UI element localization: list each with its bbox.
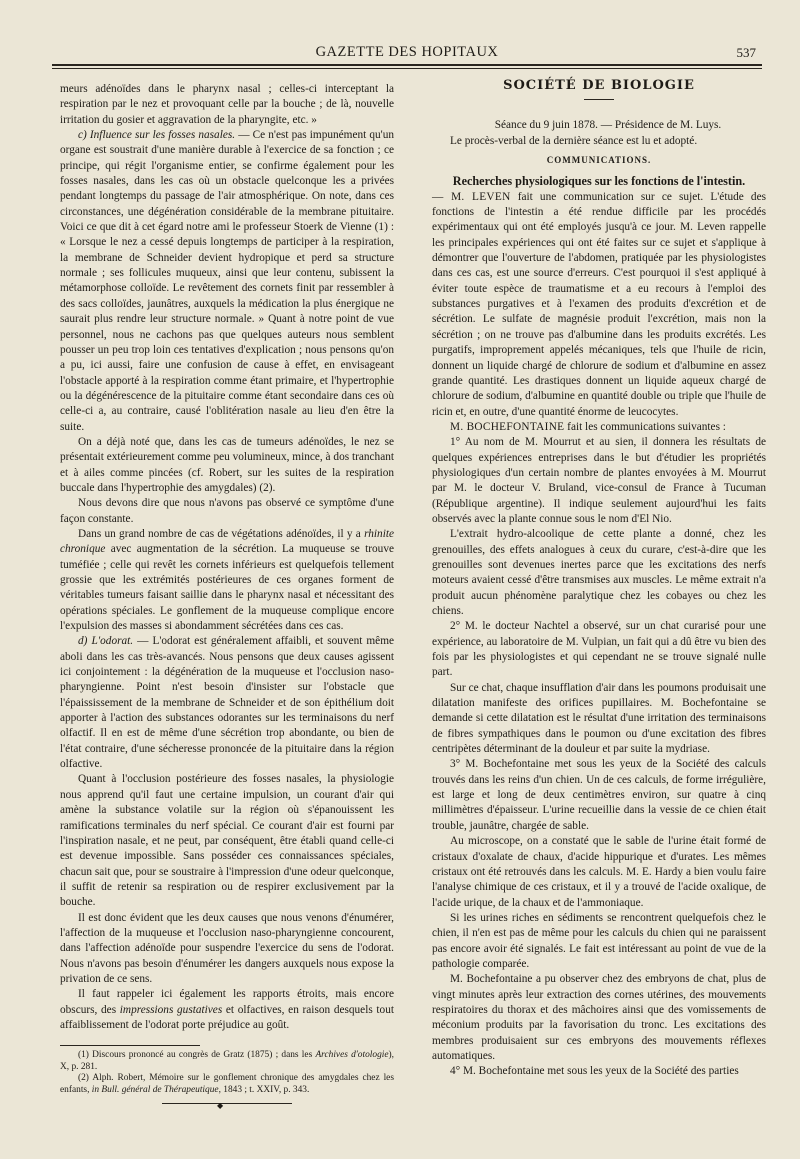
paragraph: c) Influence sur les fosses nasales. — Ce n'est pas impunément qu'un organe est soustrait d'une manière durable à l'exercice de sa fonction ; ce principe, qui régit l'organisme entier, se confirme également pour les fosses nasales, dans les cas où un obstacle quelconque les a privées pendant longtemps du passage de l'air atmosphérique. On note, dans ces circonstances, une dégénération considérable de la membrane pituitaire. Voici ce que dit à cet égard notre ami le professeur Stoerk de Vienne (1) : « Lorsque le nez a cessé depuis longtemps de participer à la respiration, la membrane de Schneider devient hydropique et perd sa structure normale ; ses follicules muqueux, ainsi que leur contenu, subissent la métamorphose colloïde. Le revêtement des cornets finit par ressembler à des sacs colloïdes, jaunâtres, auxquels la médication la plus énergique ne saurait plus rendre leur structure normale. » Quant à notre point de vue personnel, nous ne cachons pas que quelques auteurs nous semblent pousser un peu trop loin ces tentatives d'explication ; nous pensons qu'on a pu, ici aussi, faire une confusion de cause à effet, en envisageant l'obstacle apporté à la respiration comme étant primaire, et l'hypertrophie ou la dégénérescence de la pituitaire comme étant secondaire dans ces où celle-ci a, au contraire, causé l'oblitération nasale au lieu d'en être la suite.	[60, 129, 395, 433]
paragraph: 1° Au nom de M. Mourrut et au sien, il donnera les résultats de quelques expériences entreprises dans le but d'étudier les propriétés physiologiques d'un certain nombre de plantes envoyées à M. Mourrut par M. le docteur V. Bruland, vice-consul de France à Tucuman (République argentine). Il indique seulement aujourd'hui les faits observés avec la plante connue sous le nom d'El Nio.	[432, 436, 766, 525]
running-header	[52, 40, 762, 68]
section-label: d) L'odorat.	[78, 635, 134, 648]
session-line: Séance du 9 juin 1878. — Présidence de M. Luys.	[494, 119, 722, 132]
paragraph: Dans un grand nombre de cas de végétations adénoïdes, il y a rhinite chronique avec augmentation de la sécrétion. La muqueuse se trouve tuméfiée ; celle qui revêt les cornets inférieurs est quelquefois tellement grossie que les extrémités postérieures de ces organes forment de véritables tumeurs faisant saillie dans le pharynx nasal et nécessitant des opérations spéciales. Le gonflement de la muqueuse complique encore l'expulsion des masses si abondamment sécrétées dans ces cas.	[60, 527, 394, 633]
footnote: (2) Alph. Robert, Mémoire sur le gonflement chronique des amygdales chez les enfants, in Bull. général de Thérapeutique, 1843 ; t. XXIV, p. 343.	[60, 1073, 394, 1095]
journal-title: GAZETTE DES HOPITAUX	[315, 44, 499, 60]
paragraph: Sur ce chat, chaque insufflation d'air dans les poumons produisait une dilatation manifeste des orifices pupillaires. M. Bochefontaine se demande si cette dilatation est le résultat d'une irritation des terminaisons de fibres sympathiques dans le poumon ou d'une excitation des fibres centripètes déterminant de la douleur et par suite la mydriase.	[432, 681, 766, 756]
paragraph: Quant à l'occlusion postérieure des fosses nasales, la physiologie nous apprend qu'il faut une certaine impulsion, un courant d'air qui amène la substance volatile sur la région où s'épanouissent les ramifications terminales du nerf spécial. Ce courant d'air est fourni par l'inspiration nasale, et ne peut, par conséquent, être établi quand celle-ci est devenue impossible. Sans posséder ces connaissances spéciales, chacun sait que, pour se soustraire à l'impression d'une odeur quelconque, il suffit de retenir sa respiration ou de respirer exclusivement par la bouche.	[60, 773, 394, 909]
header-rule-thin	[52, 68, 762, 69]
paragraph: 2° M. le docteur Nachtel a observé, sur un chat curarisé pour une expérience, au laboratoire de M. Vulpian, un fait qui a dû être vu bien des fois par les physiologistes et qui cependant ne se trouve signalé nulle part.	[432, 620, 766, 679]
header-rule	[52, 64, 762, 66]
title-rule	[584, 99, 614, 100]
paragraph: M. BOCHEFONTAINE fait les communications suivantes :	[450, 420, 726, 433]
paragraph: M. Bochefontaine a pu observer chez des embryons de chat, plus de vingt minutes après leur extraction des cornes utérines, des mouvements respiratoires du thorax et des mâchoires ainsi que des vomissements de méconium produits par la favorisation du tronc. Les excitations des membres produisaient sur ces embryons des mouvements réflexes automatiques.	[432, 973, 766, 1062]
paragraph: Il est donc évident que les deux causes que nous venons d'énumérer, l'affection de la muqueuse et l'occlusion naso-pharyngienne concourent, dans l'affection adénoïde pour suspendre l'exercice du sens de l'odorat. Nous n'avons pas besoin d'énumérer les dangers auxquels nous expose la privation de ce sens.	[60, 911, 394, 985]
article-title: Recherches physiologiques sur les fonctions de l'intestin.	[452, 174, 746, 189]
footnote: (1) Discours prononcé au congrès de Gratz (1875) ; dans les Archives d'otologie), X, p. 281.	[60, 1050, 394, 1072]
paragraph: Au microscope, on a constaté que le sable de l'urine était formé de cristaux d'oxalate de chaux, d'acide hippurique et d'urates. Les mêmes cristaux ont été retrouvés dans les calculs. M. E. Hardy a bien voulu faire l'analyse chimique de ces cristaux, et il y a trouvé de l'acide oxalique, de l'acide urique, de la chaux et de l'ammoniaque.	[432, 835, 766, 909]
left-column	[60, 82, 395, 1111]
paragraph: — M. LEVEN fait une communication sur ce sujet. L'étude des fonctions de l'intestin a été rendue difficile par les procédés expérimentaux qui ont été employés jusqu'à ce jour. M. Leven rappelle les principales expériences qui ont été faites sur ce sujet et s'applique à démontrer que l'ouverture de l'abdomen, pratiquée par les physiologistes dans ces cas, est une source d'erreurs. C'est pourquoi il s'est appliqué à éviter toute espèce de traumatisme et a eu recours à l'emploi des substances purgatives et à l'examen des produits d'excrétion et de sécrétion. Le sulfate de magnésie produit l'excrétion, mais non la sécrétion ; on ne trouve pas d'albumine dans les produits excrétés. Les purgatifs, improprement appelés mécaniques, tels que l'huile de ricin, donnent un liquide chargé de chlorure de sodium et d'albumine en assez grande quantité. Les drastiques donnent un liquide aqueux chargé de chlorure de sodium, d'albumine en quantité double ou triple que l'huile de ricin et, en outre, d'une quantité énorme de leucocytes.	[432, 190, 766, 418]
subheading: COMMUNICATIONS.	[546, 155, 652, 166]
paragraph: 4° M. Bochefontaine met sous les yeux de la Société des parties	[450, 1065, 739, 1078]
paragraph: L'extrait hydro-alcoolique de cette plante a donné, chez les grenouilles, des effets analogues à ceux du curare, c'est-à-dire que les grenouilles sont devenues inertes parce que les excitations des nerfs moteurs avaient cessé d'être transmises aux muscles. Le même extrait n'a produit aucun phénomène paralytique chez les cobayes ou chez les chiens.	[432, 528, 766, 617]
section-label: c) Influence sur les fosses nasales.	[78, 129, 236, 142]
end-ornament: ◆	[162, 1103, 292, 1104]
paragraph: On a déjà noté que, dans les cas de tumeurs adénoïdes, le nez se présentait extérieurement comme peu volumineux, mince, à dos tranchant et à ailes comme pincées (cf. Robert, sur les suites de la respiration buccale dans l'hypertrophie des amygdales) (2).	[60, 435, 394, 494]
right-column	[432, 78, 766, 1080]
paragraph: Nous devons dire que nous n'avons pas observé ce symptôme d'une façon constante.	[60, 497, 394, 525]
paragraph: meurs adénoïdes dans le pharynx nasal ; celles-ci interceptant la respiration par le nez et provoquant celle par la bouche ; de là, nouvelle irritation du gosier et aggravation de la pharyngite, etc. »	[60, 83, 394, 126]
paragraph: Le procès-verbal de la dernière séance est lu et adopté.	[450, 134, 698, 147]
page-number: 537	[736, 45, 756, 60]
paragraph: d) L'odorat. — L'odorat est généralement affaibli, et souvent même aboli dans les cas très-avancés. Nous pensons que deux causes agissent ici conjointement : la dégénération de la muqueuse et l'occlusion naso-pharyngienne. Point n'est besoin d'insister sur l'obstacle que l'épaississement de la membrane de Schneider et de son épithélium doit apporter à l'action des substances odorantes sur les terminaisons du nerf olfactif. Il en est de même d'une sécrétion trop abondante, ou bien de l'état contraire, d'une sécheresse prononcée de la pituitaire dans la région olfactive.	[60, 635, 395, 771]
paragraph: Il faut rappeler ici également les rapports étroits, mais encore obscurs, des impressions gustatives et olfactives, en raison desquels tout affaiblissement de l'odorat porte préjudice au goût.	[60, 988, 394, 1031]
paragraph: 3° M. Bochefontaine met sous les yeux de la Société des calculs trouvés dans les reins d'un chien. Un de ces calculs, de forme irrégulière, est large et long de deux centimètres environ, sur quatre à cinq millimètres d'épaisseur. L'urine recueillie dans la vessie de ce chien était trouble, jaunâtre, chargée de sable.	[432, 758, 766, 832]
section-title: SOCIÉTÉ DE BIOLOGIE	[503, 78, 695, 93]
paragraph: Si les urines riches en sédiments se rencontrent quelquefois chez le chien, il n'en est pas de même pour les calculs du chien qui ne paraissent pas encore avoir été signalés. Le fait est intéressant au point de vue de la pathologie comparée.	[432, 911, 766, 970]
